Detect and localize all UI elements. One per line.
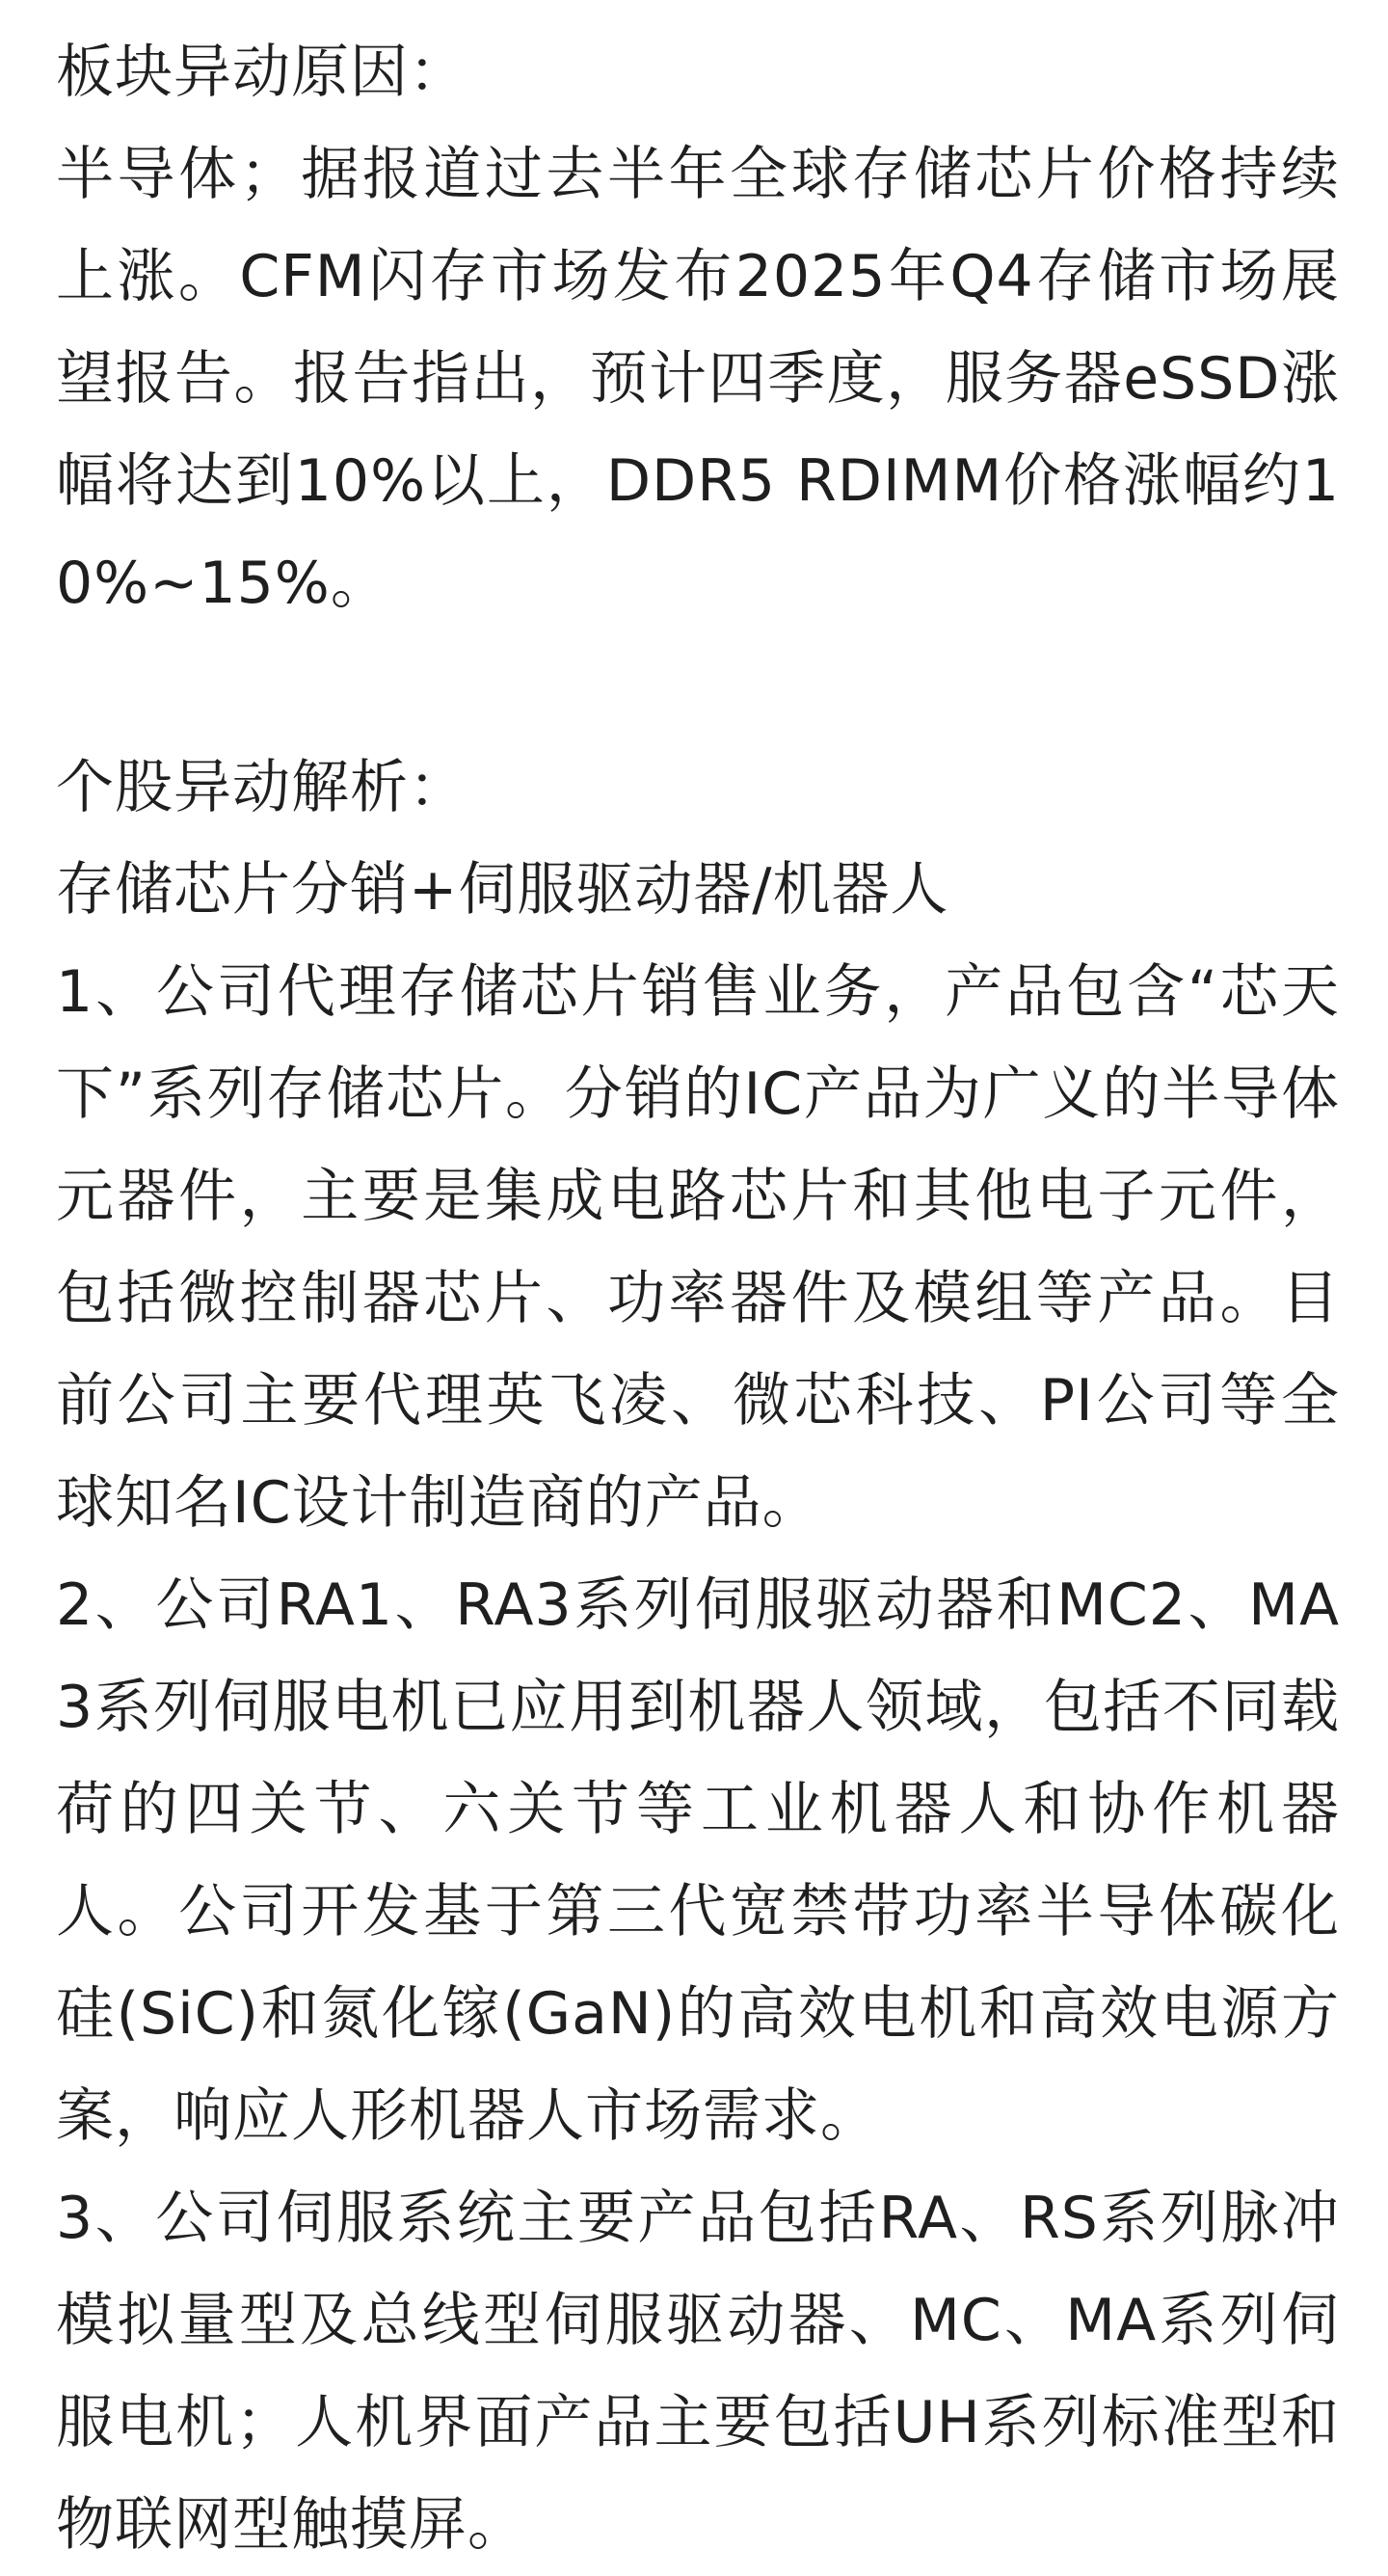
sector-body: 半导体；据报道过去半年全球存储芯片价格持续上涨。CFM闪存市场发布2025年Q4存储市场展望报告。报告指出，预计四季度，服务器eSSD涨幅将达到10%以上，DDR5 RDIMM价格涨幅约10%~15%。 xyxy=(56,141,1340,617)
stock-point-1: 1、公司代理存储芯片销售业务，产品包含“芯天下”系列存储芯片。分销的IC产品为广义的半导体元器件，主要是集成电路芯片和其他电子元件，包括微控制器芯片、功率器件及模组等产品。目前公司主要代理英飞凌、微芯科技、PI公司等全球知名IC设计制造商的产品。 xyxy=(56,958,1340,1537)
stock-point-3: 3、公司伺服系统主要产品包括RA、RS系列脉冲模拟量型及总线型伺服驱动器、MC、MA系列伺服电机；人机界面产品主要包括UH系列标准型和物联网型触摸屏。 xyxy=(56,2185,1340,2559)
sector-heading: 板块异动原因： xyxy=(56,39,467,106)
paragraph-spacer xyxy=(56,634,1340,737)
stock-heading: 个股异动解析： xyxy=(56,754,467,821)
stock-point-2: 2、公司RA1、RA3系列伺服驱动器和MC2、MA3系列伺服电机已应用到机器人领域，包括不同载荷的四关节、六关节等工业机器人和协作机器人。公司开发基于第三代宽禁带功率半导体碳化硅(SiC)和氮化镓(GaN)的高效电机和高效电源方案，响应人形机器人市场需求。 xyxy=(56,1571,1340,2150)
article-body xyxy=(56,21,1340,2576)
stock-subtitle: 存储芯片分销+伺服驱动器/机器人 xyxy=(56,856,949,924)
